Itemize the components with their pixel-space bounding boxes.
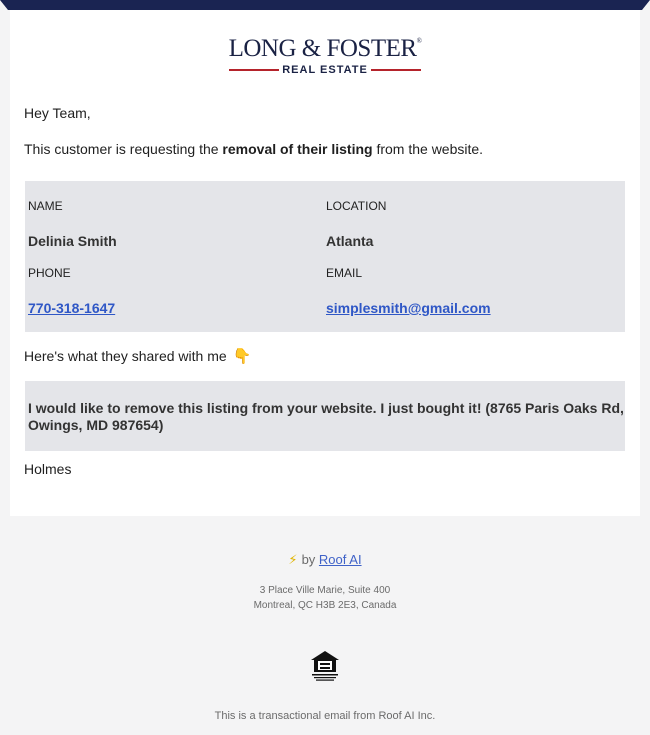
address-line-2: Montreal, QC H3B 2E3, Canada [253, 600, 397, 611]
name-label: NAME [28, 199, 63, 213]
logo-main-text: LONG & FOSTER [228, 35, 417, 62]
customer-info-box [25, 181, 625, 332]
shared-intro [24, 347, 251, 365]
intro-bold-text: removal of their listing [222, 141, 373, 157]
roof-ai-link[interactable]: Roof AI [318, 552, 362, 567]
name-value: Delinia Smith [28, 233, 117, 249]
customer-message-text: I would like to remove this listing from your website. I just bought it! (8765 Paris Oaks Rd, Owings, MD 987654) [28, 400, 624, 433]
intro-text: This customer is requesting the removal of their listing from the website. [24, 141, 484, 157]
email-card [10, 10, 640, 516]
customer-message-box [25, 381, 625, 451]
lightning-icon: ⚡ [288, 552, 298, 567]
logo-left-rule [229, 69, 279, 71]
footer-powered-by [0, 552, 650, 568]
brand-logo[interactable] [10, 28, 640, 76]
logo-registered-mark: ® [416, 37, 422, 45]
address-line-1: 3 Place Ville Marie, Suite 400 [259, 585, 391, 596]
email-label: EMAIL [326, 266, 363, 280]
phone-link[interactable]: 770-318-1647 [28, 300, 116, 316]
greeting-text: Hey Team, [24, 105, 91, 121]
logo-right-rule [371, 69, 421, 71]
footer-by-text: by [301, 552, 316, 567]
location-label: LOCATION [326, 199, 387, 213]
logo-subtitle: REAL ESTATE [282, 64, 368, 76]
pointing-down-icon: 👇 [232, 348, 252, 365]
footer-transactional-note: This is a transactional email from Roof AI Inc. [214, 710, 436, 722]
location-value: Atlanta [326, 233, 374, 249]
footer-address [0, 583, 650, 613]
phone-label: PHONE [28, 266, 71, 280]
shared-intro-text: Here's what they shared with me [24, 348, 227, 364]
equal-housing-opportunity-icon [309, 650, 341, 682]
top-brand-bar [0, 0, 650, 10]
email-link[interactable]: simplesmith@gmail.com [326, 300, 491, 316]
signature: Holmes [24, 461, 72, 477]
